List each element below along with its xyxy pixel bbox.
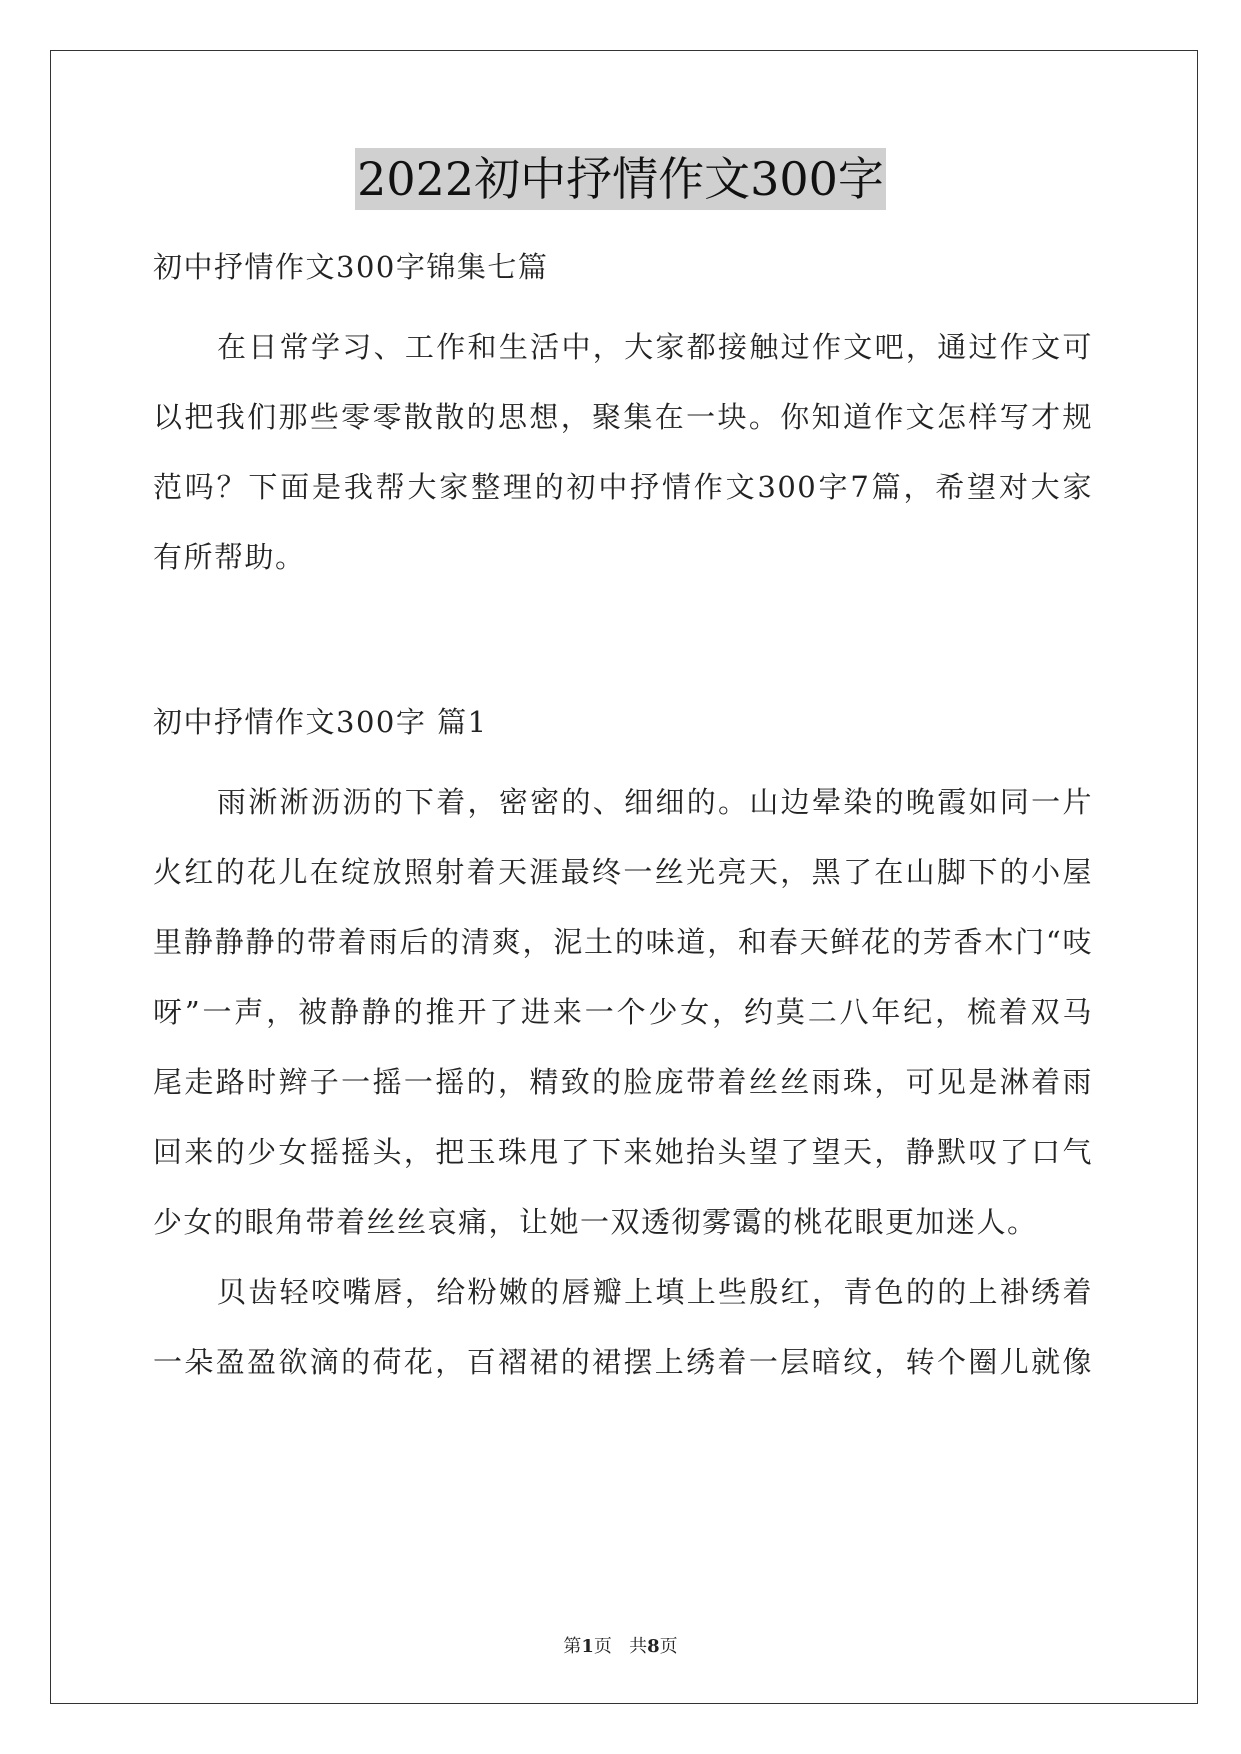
intro-line: 有所帮助。 — [153, 540, 306, 574]
intro-line: 范吗？下面是我帮大家整理的初中抒情作文300字7篇，希望对大家 — [153, 470, 1093, 504]
footer-total-pages: 8 — [647, 1636, 660, 1657]
intro-line: 以把我们那些零零散散的思想，聚集在一块。你知道作文怎样写才规 — [153, 400, 1093, 434]
paragraph-line: 雨淅淅沥沥的下着，密密的、细细的。山边晕染的晚霞如同一片 — [217, 785, 1093, 819]
paragraph-2 — [153, 1257, 1093, 1397]
paragraph-line: 里静静静的带着雨后的清爽，泥土的味道，和春天鲜花的芳香木门“吱 — [153, 925, 1093, 959]
footer-total-prefix: 共 — [629, 1636, 648, 1657]
intro-paragraph — [153, 312, 1093, 592]
paragraph-line: 少女的眼角带着丝丝哀痛，让她一双透彻雾霭的桃花眼更加迷人。 — [153, 1205, 1038, 1239]
paragraph-line: 火红的花儿在绽放照射着天涯最终一丝光亮天，黑了在山脚下的小屋 — [153, 855, 1093, 889]
paragraph-line: 回来的少女摇摇头，把玉珠甩了下来她抬头望了望天，静默叹了口气 — [153, 1135, 1093, 1169]
document-subtitle: 初中抒情作文300字锦集七篇 — [153, 250, 549, 284]
footer-total-suffix: 页 — [659, 1636, 678, 1657]
footer-prefix: 第 — [563, 1636, 582, 1657]
page-footer — [0, 1632, 1241, 1658]
paragraph-line: 尾走路时辫子一摇一摇的，精致的脸庞带着丝丝雨珠，可见是淋着雨 — [153, 1065, 1093, 1099]
intro-line: 在日常学习、工作和生活中，大家都接触过作文吧，通过作文可 — [217, 330, 1093, 364]
paragraph-line: 贝齿轻咬嘴唇，给粉嫩的唇瓣上填上些殷红，青色的的上褂绣着 — [217, 1275, 1093, 1309]
document-body — [153, 232, 1093, 1397]
paragraph-1 — [153, 767, 1093, 1257]
paragraph-line: 呀”一声，被静静的推开了进来一个少女，约莫二八年纪，梳着双马 — [153, 995, 1093, 1029]
footer-current-page: 1 — [581, 1636, 594, 1657]
footer-page-suffix: 页 — [593, 1636, 612, 1657]
paragraph-line: 一朵盈盈欲滴的荷花，百褶裙的裙摆上绣着一层暗纹，转个圈儿就像 — [153, 1345, 1093, 1379]
document-title: 2022初中抒情作文300字 — [355, 148, 886, 210]
section-heading: 初中抒情作文300字 篇1 — [153, 705, 488, 739]
title-wrap — [0, 148, 1241, 210]
